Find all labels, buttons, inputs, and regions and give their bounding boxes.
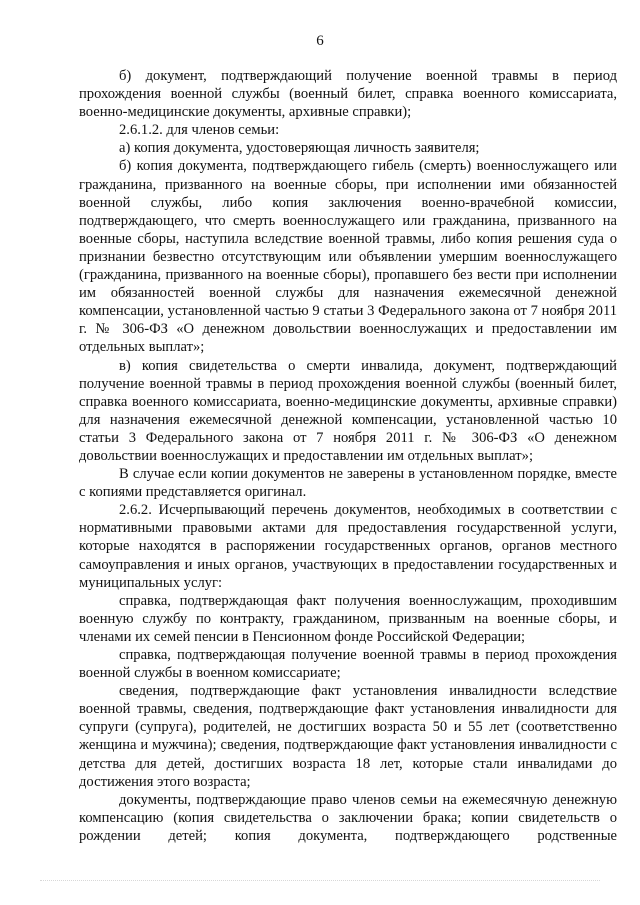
- paragraph-pension-certificate: справка, подтверждающая факт получения военнослужащим, проходившим военную службу по контракту, гражданином, призванным на военные сборы, и членами их семей пенсии в Пенсионном фонде Российской Федерации;: [79, 592, 617, 645]
- paragraph-death-document: б) копия документа, подтверждающего гибель (смерть) военнослужащего или гражданина, призванного на военные сборы, при исполнении ими обязанностей военной службы, либо копия заключения военно-врачебной комиссии, подтверждающего, что смерть военнослужащего или гражданина, призванного на военные сборы, наступила вследствие военной травмы, либо копия решения суда о признании безвестно отсутствующим или объявлении умершим военнослужащего (гражданина, призванного на военные сборы), пропавшего без вести при исполнении им обязанностей военной службы для назначения ежемесячной денежной компенсации, установленной частью 9 статьи 3 Федерального закона от 7 ноября 2011 г. № 306-ФЗ «О денежном довольствии военнослужащих и предоставлении им отдельных выплат»;: [79, 158, 617, 356]
- paragraph-death-certificate: в) копия свидетельства о смерти инвалида, документ, подтверждающий получение военной травмы в период прохождения военной службы (военный билет, справка военного комиссариата, военно-медицинские документы, архивные справки) для назначения ежемесячной денежной компенсации, установленной частью 10 статьи 3 Федерального закона от 7 ноября 2011 г. № 306-ФЗ «О денежном довольствии военнослужащих и предоставлении им отдельных выплат»;: [79, 357, 617, 464]
- paragraph-disability-information: сведения, подтверждающие факт установления инвалидности вследствие военной травмы, сведения, подтверждающие факт установления инвалидности для супруги (супруга), родителей, не достигших возраста 50 и 55 лет (соответственно женщина и мужчина); сведения, подтверждающие факт установления инвалидности с детства для детей, достигших возраста 18 лет, которые стали инвалидами до достижения этого возраста;: [79, 683, 617, 790]
- document-body: [79, 67, 617, 845]
- paragraph-family-right-documents: документы, подтверждающие право членов семьи на ежемесячную денежную компенсацию (копия свидетельства о заключении брака; копии свидетельств о рождении детей; копия документа, подтверждающего родственные: [79, 791, 617, 844]
- paragraph-identity-document: а) копия документа, удостоверяющая личность заявителя;: [119, 140, 480, 157]
- page-number: 6: [316, 33, 324, 49]
- scan-edge-noise: [40, 880, 600, 882]
- paragraph-copies-notice: В случае если копии документов не заверены в установленном порядке, вместе с копиями представляется оригинал.: [79, 466, 617, 501]
- paragraph-section-2-6-2: 2.6.2. Исчерпывающий перечень документов, необходимых в соответствии с нормативными правовыми актами для предоставления государственной услуги, которые находятся в распоряжении государственных органов, органов местного самоуправления и иных органов, участвующих в предоставлении государственных и муниципальных услуг:: [79, 502, 617, 591]
- paragraph-section-2-6-1-2: 2.6.1.2. для членов семьи:: [119, 122, 280, 139]
- paragraph-military-trauma-document: б) документ, подтверждающий получение военной травмы в период прохождения военной службы (военный билет, справка военного комиссариата, военно-медицинские документы, архивные справки);: [79, 68, 617, 121]
- paragraph-commissariat-certificate: справка, подтверждающая получение военной травмы в период прохождения военной службы в военном комиссариате;: [79, 647, 617, 682]
